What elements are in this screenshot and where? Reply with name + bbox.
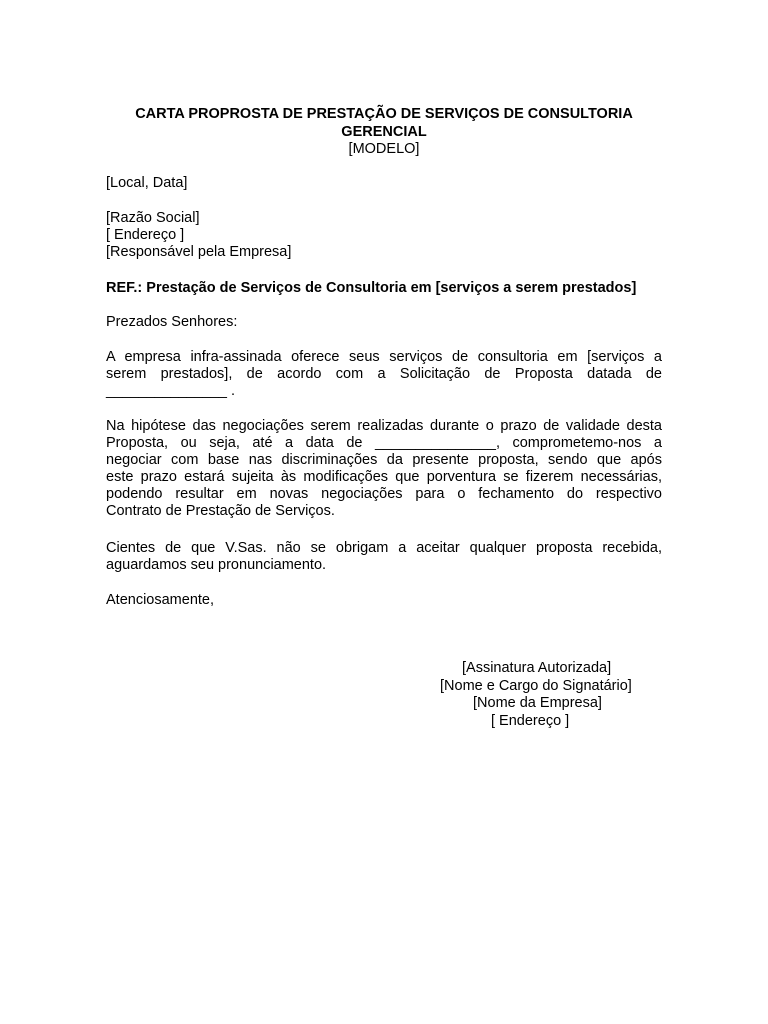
recipient-address: [ Endereço ] xyxy=(106,227,185,243)
title-line: CARTA PROPROSTA DE PRESTAÇÃO DE SERVIÇOS DE CONSULTORIA xyxy=(135,106,633,122)
signature-address: [ Endereço ] xyxy=(491,713,570,729)
signature-name-title: [Nome e Cargo do Signatário] xyxy=(440,678,632,694)
document-header xyxy=(106,105,662,158)
greeting-text: Prezados Senhores: xyxy=(106,314,238,330)
recipient-company: [Razão Social] xyxy=(106,210,200,226)
paragraph-offer xyxy=(106,349,662,400)
paragraph-line: serem prestados], de acordo com a Solicitação de Proposta datada de xyxy=(106,366,662,382)
paragraph-acceptance xyxy=(106,540,662,574)
title-line: GERENCIAL xyxy=(341,124,427,140)
recipient-block xyxy=(106,210,662,261)
local-date-text: [Local, Data] xyxy=(106,175,188,191)
greeting xyxy=(106,314,662,331)
paragraph-line: Proposta, ou seja, até a data de _______________, comprometemo-nos a xyxy=(106,435,662,451)
reference-line xyxy=(106,280,662,297)
paragraph-negotiation xyxy=(106,418,662,520)
paragraph-line: este prazo estará sujeita às modificações que porventura se fizerem necessárias, xyxy=(106,469,662,485)
document-subtitle: [MODELO] xyxy=(348,141,420,157)
paragraph-line: podendo resultar em novas negociações para o fechamento do respectivo xyxy=(106,486,662,502)
paragraph-line: Contrato de Prestação de Serviços. xyxy=(106,503,335,519)
paragraph-line: negociar com base nas discriminações da presente proposta, sendo que após xyxy=(106,452,662,468)
closing xyxy=(106,592,662,609)
reference-text: REF.: Prestação de Serviços de Consultoria em [serviços a serem prestados] xyxy=(106,280,637,296)
paragraph-line: Cientes de que V.Sas. não se obrigam a aceitar qualquer proposta recebida, xyxy=(106,540,662,556)
paragraph-line: aguardamos seu pronunciamento. xyxy=(106,557,327,573)
recipient-responsible: [Responsável pela Empresa] xyxy=(106,244,292,260)
paragraph-line: _______________ . xyxy=(106,383,236,399)
local-date xyxy=(106,175,662,192)
closing-text: Atenciosamente, xyxy=(106,592,215,608)
document-title xyxy=(106,105,662,141)
paragraph-line: A empresa infra-assinada oferece seus serviços de consultoria em [serviços a xyxy=(106,349,662,365)
signature-authorized: [Assinatura Autorizada] xyxy=(462,660,612,676)
paragraph-line: Na hipótese das negociações serem realizadas durante o prazo de validade desta xyxy=(106,418,662,434)
signature-company: [Nome da Empresa] xyxy=(473,695,602,711)
